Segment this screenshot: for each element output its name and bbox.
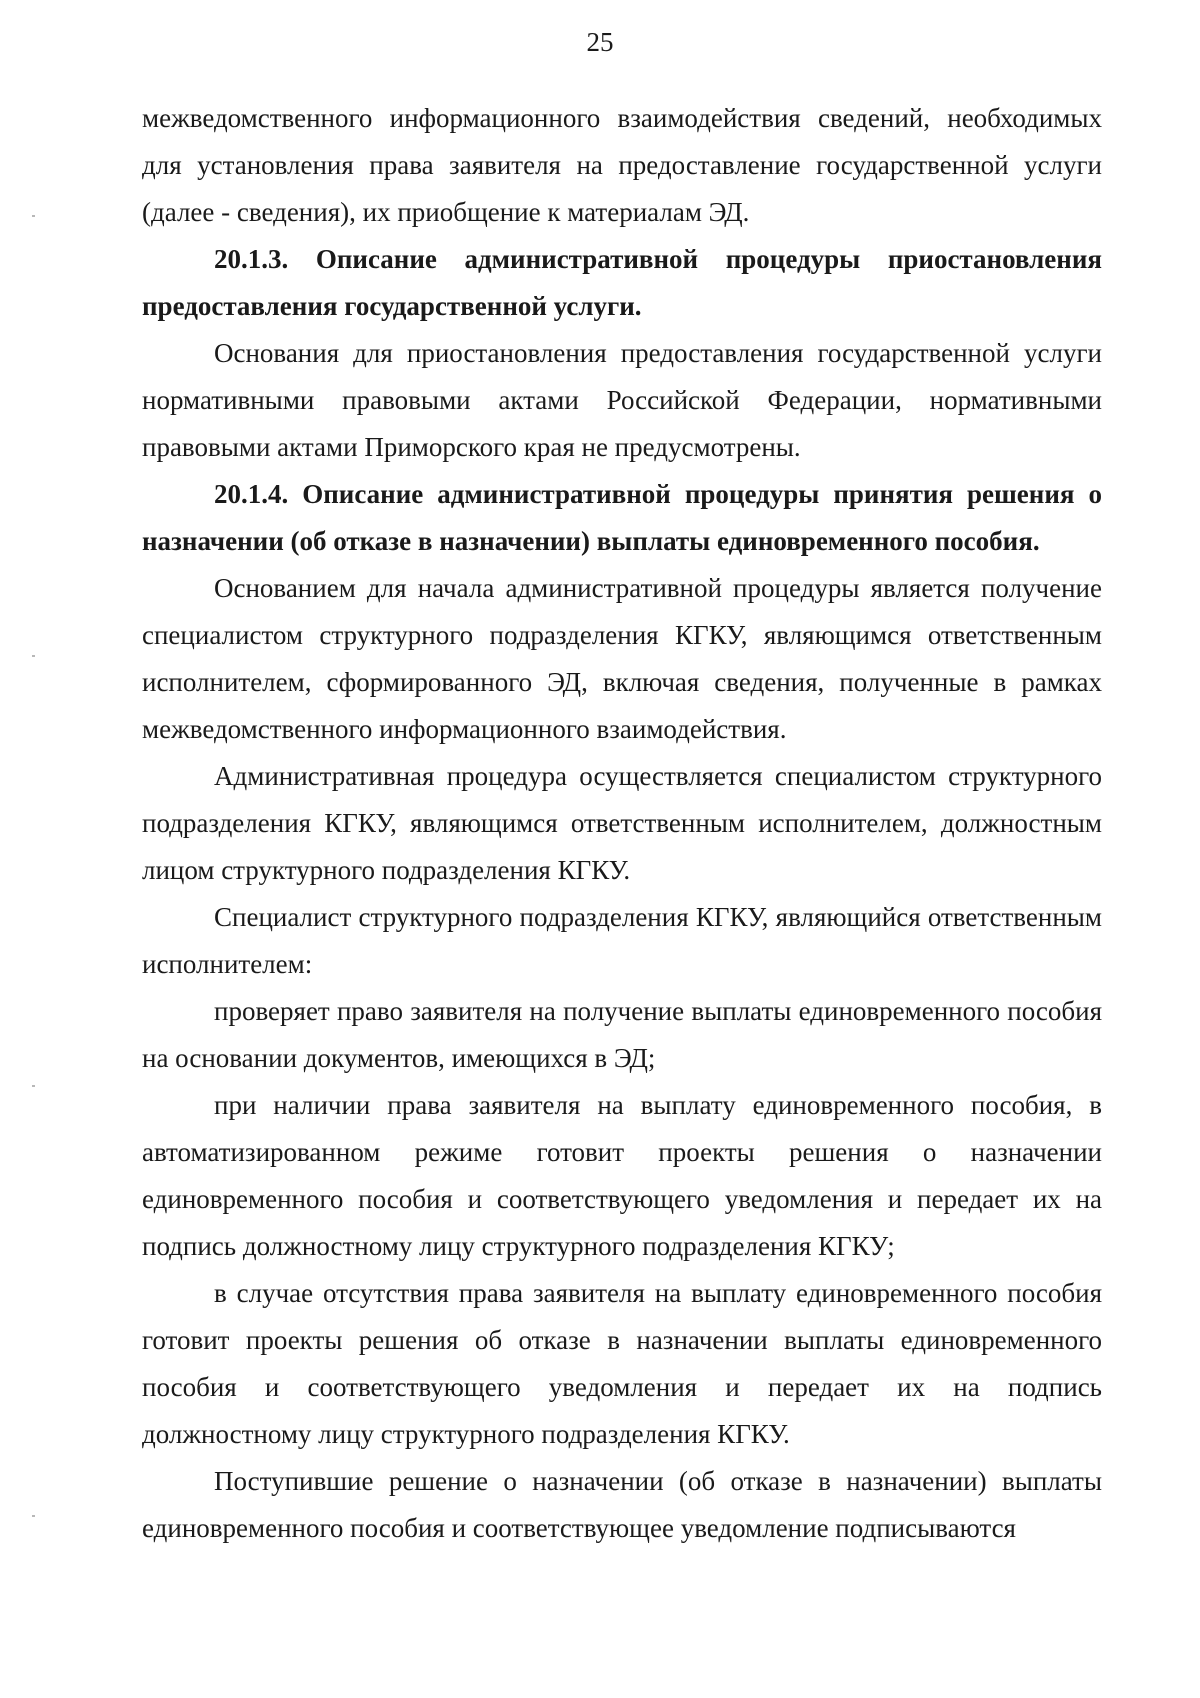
- scan-artifact: [32, 1515, 35, 1517]
- body-paragraph: Основанием для начала административной процедуры является получение специалистом структурного подразделения КГКУ, являющимся ответственным исполнителем, сформированного ЭД, включая сведения, полученные в рамках межведомственного информационного взаимодействия.: [142, 573, 1102, 744]
- body-paragraph: Специалист структурного подразделения КГКУ, являющийся ответственным исполнителем:: [142, 902, 1102, 979]
- body-paragraph: Основания для приостановления предоставления государственной услуги нормативными правовыми актами Российской Федерации, нормативными правовыми актами Приморского края не предусмотрены.: [142, 338, 1102, 462]
- body-paragraph: Административная процедура осуществляется специалистом структурного подразделения КГКУ, являющимся ответственным исполнителем, должностным лицом структурного подразделения КГКУ.: [142, 761, 1102, 885]
- continuation-paragraph: межведомственного информационного взаимодействия сведений, необходимых для установления права заявителя на предоставление государственной услуги (далее - сведения), их приобщение к материалам ЭД.: [142, 103, 1102, 227]
- body-paragraph: Поступившие решение о назначении (об отказе в назначении) выплаты единовременного пособия и соответствующее уведомление подписываются: [142, 1466, 1102, 1543]
- scan-artifact: [32, 655, 35, 657]
- page-number: 25: [586, 27, 614, 57]
- document-body: [142, 95, 1102, 1552]
- list-item-paragraph: в случае отсутствия права заявителя на выплату единовременного пособия готовит проекты решения об отказе в назначении выплаты единовременного пособия и соответствующего уведомления и передает их на подпись должностному лицу структурного подразделения КГКУ.: [142, 1278, 1102, 1449]
- scan-artifact: [32, 1085, 35, 1087]
- scan-artifact: [32, 215, 35, 217]
- list-item-paragraph: при наличии права заявителя на выплату единовременного пособия, в автоматизированном режиме готовит проекты решения о назначении единовременного пособия и соответствующего уведомления и передает их на подпись должностному лицу структурного подразделения КГКУ;: [142, 1090, 1102, 1261]
- section-heading-20-1-3: 20.1.3. Описание административной процедуры приостановления предоставления государственной услуги.: [142, 244, 1102, 321]
- section-heading-20-1-4: 20.1.4. Описание административной процедуры принятия решения о назначении (об отказе в назначении) выплаты единовременного пособия.: [142, 479, 1102, 556]
- list-item-paragraph: проверяет право заявителя на получение выплаты единовременного пособия на основании документов, имеющихся в ЭД;: [142, 996, 1102, 1073]
